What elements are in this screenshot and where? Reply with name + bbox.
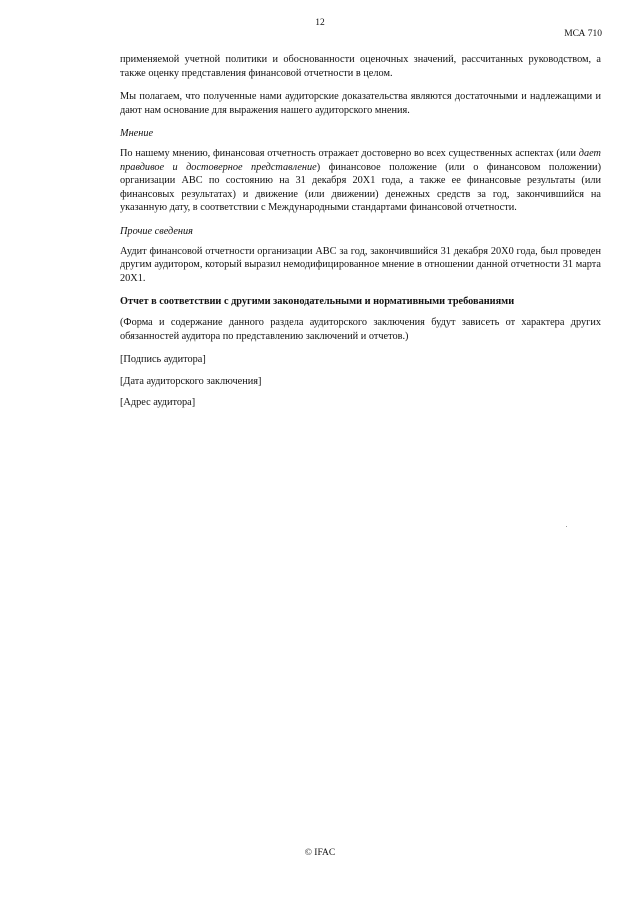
- page-number: 12: [315, 18, 325, 28]
- auditor-address-placeholder: [Адрес аудитора]: [120, 397, 196, 409]
- opinion-heading: Мнение: [120, 128, 154, 140]
- other-matter-paragraph: Аудит финансовой отчетности организации ABC за год, закончившийся 31 декабря 20X0 года, был проведен другим аудитором, который выразил немодифицированное мнение в отношении данной отчетности 31 марта 20X1.: [120, 245, 601, 284]
- paragraph-accounting-policy: применяемой учетной политики и обоснованности оценочных значений, рассчитанных руководством, а также оценку представления финансовой отчетности в целом.: [120, 54, 601, 79]
- other-matter-heading: Прочие сведения: [120, 225, 193, 237]
- opinion-text-start: По нашему мнению, финансовая отчетность отражает достоверно во всех существенных аспектах (или: [120, 147, 579, 159]
- report-date-placeholder: [Дата аудиторского заключения]: [120, 375, 262, 387]
- document-code: МСА 710: [564, 29, 602, 39]
- copyright-footer: © IFAC: [304, 848, 336, 858]
- legal-requirements-heading: Отчет в соответствии с другими законодательными и нормативными требованиями: [120, 296, 515, 308]
- legal-requirements-paragraph: (Форма и содержание данного раздела аудиторского заключения будут зависеть от характера других обязанностей аудитора по представлению заключений и отчетов.): [120, 316, 601, 342]
- scan-speck: [566, 526, 567, 527]
- document-body: [120, 53, 601, 418]
- paragraph-audit-evidence: Мы полагаем, что полученные нами аудиторские доказательства являются достаточными и надлежащими и дают нам основание для выражения нашего аудиторского мнения.: [120, 91, 601, 116]
- opinion-paragraph: [120, 147, 601, 215]
- opinion-text-end: ) финансовое положение (или о финансовом положении) организации ABC по состоянию на 31 декабря 20X1 года, а также ее финансовые результаты (или финансовых результатах) и движение (или движении) денежных средств за год, закончившийся на указанную дату, в соответствии с Международными стандартами финансовой отчетности.: [120, 161, 601, 214]
- auditor-signature-placeholder: [Подпись аудитора]: [120, 354, 206, 366]
- opinion-text-italic: дает правдивое и достоверное представление: [120, 147, 601, 173]
